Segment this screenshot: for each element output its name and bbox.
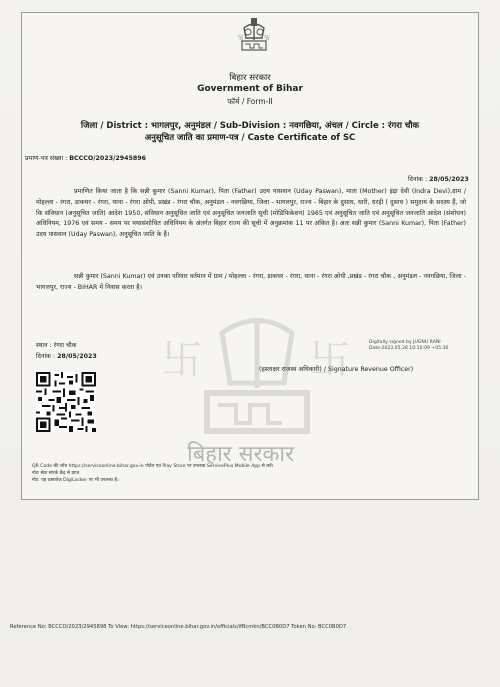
reference-line: Reference No: BCCCO/2023/2945898 To View: https://serviceonline.bihar.gov.in/officials/ifBcmkn/BCC0B0D7 Token No: BCC0B0D7 [10,624,347,630]
cert-number-label: प्रमाण-पत्र संख्या : [25,155,68,162]
digital-sign-line1: Digitally signed by JUGNU RANI [369,340,441,345]
government-heading: Government of Bihar [197,84,303,94]
service-centre-note: नोटः सेवा संपर्क केंद्र से प्राप्त [32,471,80,476]
svg-text:卐: 卐 [264,35,271,42]
signature-label: (हस्ताक्षर राजस्व अधिकारी) / Signature Revenue Officer) [259,366,414,373]
place-label: स्थान : [36,342,52,349]
svg-text:卐: 卐 [238,35,245,42]
certificate-number [25,154,146,165]
date2-label: दिनांक : [36,353,56,360]
body-paragraph-2: सन्नी कुमार (Sanni Kumar) एवं उनका परिवार वर्तमान में ग्राम / मोहल्ला - रंगरा, डाकघर - रंगरा, थाना - रंगरा ओपी ,प्रखंड - रंगरा चौक , अनुमंडल - नवगछिया, जिला - भागलपुर, राज्य - BIHAR में निवास करता है। [36,273,466,291]
cert-number-value: BCCCO/2023/2945896 [69,155,147,162]
date-label: दिनांक : [408,176,428,183]
digital-sign-line2: Date:2023.05.28 10:10:09 +05:30 [369,346,449,351]
place-value: रंगरा चौक [53,342,77,349]
form-label: फॉर्म / Form-II [227,97,273,106]
date-line-2 [36,352,97,363]
location-line: जिला / District : भागलपुर, अनुमंडल / Sub-Division : नवगछिया, अंचल / Circle : रंगरा चौक [80,121,420,131]
digital-signature [369,340,448,352]
bihar-emblem-icon [236,16,272,56]
date-value: 28/05/2023 [429,176,469,183]
digilocker-note: नोट: यह दस्तावेज़ DigiLocker पर भी उपलब्ध है। [32,478,119,483]
svg-text:卐: 卐 [162,337,202,383]
issue-date [408,175,469,186]
body-paragraph-1: प्रमाणित किया जाता है कि सन्नी कुमार (Sanni Kumar), पिता (Father) उदय पासवान (Uday Paswan), माता (Mother) इंद्रा देवी (Indra Devi),ग्राम / मोहल्ला - रंगरा, डाकघर - रंगरा, थाना - रंगरा ओपी, प्रखंड - रंगरा चौक, अनुमंडल - नवगछिया, जिला - भागलपुर, राज्य - बिहार के दुसाध, धारी, धरही ( दुसाध ) समुदाय के सदस्य हैं, जो कि संविधान (अनुसूचित जाति) आदेश 1950, संविधान अनुसूचित जाति एवं अनुसूचित जनजाति सूची (मोडिफिकेशन) 1965 एवं अनुसूचित जाति एवं अनुसूचित जनजाति आदेश (संशोधन) अधिनियम, 1976 एवं समय - समय पर यथासंशोधित अधिनियम के अंतर्गत बिहार राज्य की सूची में अनुक्रमांक 11 पर अंकित है। अतः सन्नी कुमार (Sanni Kumar), पिता (Father) उदय पासवान (Uday Paswan), अनुसूचित जाति के हैं। [36,188,466,239]
qr-code-icon[interactable] [36,372,96,432]
watermark-text: बिहार सरकार [187,442,295,467]
residence-paragraph [36,272,466,294]
state-hindi-heading: बिहार सरकार [229,73,271,83]
date2-value: 28/05/2023 [57,353,97,360]
certificate-frame [21,12,479,500]
place-line [36,341,76,352]
certificate-body [36,187,466,241]
certificate-title: अनुसूचित जाति का प्रमाण-पत्र / Caste Certificate of SC [144,133,356,143]
qr-verify-note: QR Code की जाँच https://serviceonline.bihar.gov.in पोर्टल एवं Play Store पर उपलब्ध ServicePlus Mobile App से करें। [32,464,274,469]
svg-text:卐: 卐 [310,337,350,383]
